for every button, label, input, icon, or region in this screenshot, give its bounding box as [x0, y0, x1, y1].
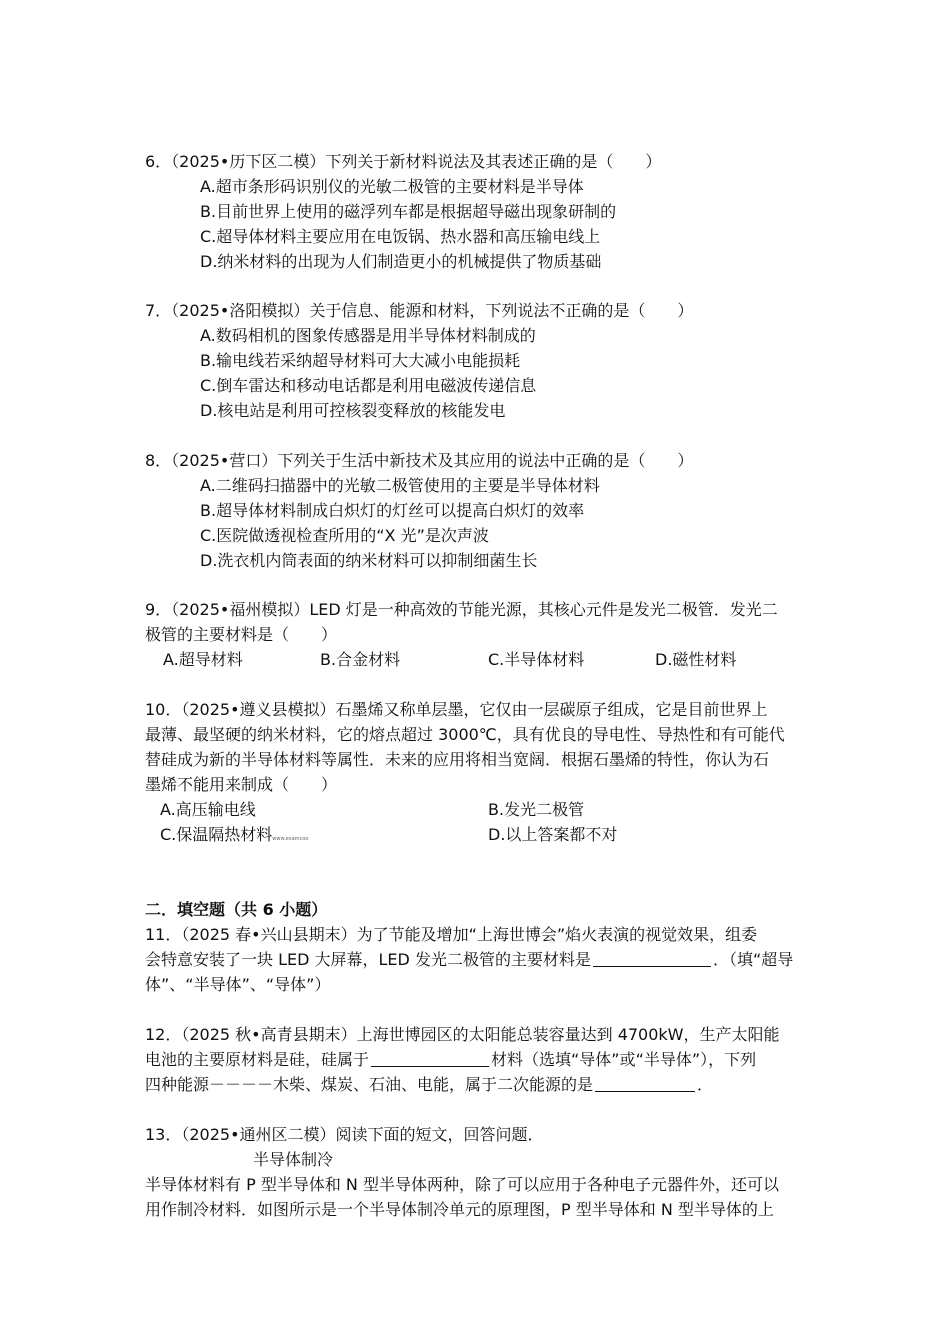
question-13-line-1: 13．（2025•通州区二模）阅读下面的短文，回答问题．	[145, 1125, 544, 1144]
question-11-line-2-end: ．（填“超导	[712, 950, 794, 969]
question-10-stem-line-3: 替硅成为新的半导体材料等属性．未来的应用将相当宽阔．根据石墨烯的特性，你认为石	[145, 750, 770, 769]
question-12-line-3-start: 四种能源－－－－木柴、煤炭、石油、电能，属于二次能源的是	[145, 1075, 594, 1094]
question-10-option-c	[160, 825, 308, 849]
question-12-line-2-end: 材料（选填“导体”或“半导体”），下列	[491, 1050, 757, 1069]
question-10-option-b: B.发光二极管	[488, 800, 585, 819]
section-2-heading: 二．填空题（共 6 小题）	[145, 900, 328, 919]
question-6-option-d: D.纳米材料的出现为人们制造更小的机械提供了物质基础	[200, 252, 602, 271]
question-10-option-a: A.高压输电线	[160, 800, 256, 819]
question-9-option-a: A.超导材料	[163, 650, 243, 669]
question-9-stem-line-1: 9．（2025•福州模拟）LED 灯是一种高效的节能光源，其核心元件是发光二极管．发光二	[145, 600, 778, 619]
question-8-option-d: D.洗衣机内筒表面的纳米材料可以抑制细菌生长	[200, 551, 538, 570]
watermark-text: www.examcoo	[272, 836, 309, 842]
question-10-stem-line-4: 墨烯不能用来制成（ ）	[145, 775, 338, 794]
question-11-line-3: 体”、“半导体”、“导体”）	[145, 975, 331, 994]
question-6-option-c: C.超导体材料主要应用在电饭锅、热水器和高压输电线上	[200, 227, 601, 246]
question-8-option-b: B.超导体材料制成白炽灯的灯丝可以提高白炽灯的效率	[200, 501, 585, 520]
question-7-option-b: B.输电线若采纳超导材料可大大减小电能损耗	[200, 351, 521, 370]
passage-title: 半导体制冷	[253, 1150, 334, 1169]
question-12-line-1: 12．（2025 秋•高青县期末）上海世博园区的太阳能总装容量达到 4700kW，生产太阳能	[145, 1025, 780, 1044]
answer-blank[interactable]	[593, 950, 711, 967]
question-10-option-d: D.以上答案都不对	[488, 825, 618, 844]
answer-blank[interactable]	[595, 1075, 695, 1092]
passage-line-2: 用作制冷材料．如图所示是一个半导体制冷单元的原理图，P 型半导体和 N 型半导体的上	[145, 1200, 774, 1219]
question-11-line-2-start: 会特意安装了一块 LED 大屏幕，LED 发光二极管的主要材料是	[145, 950, 591, 969]
question-7-option-d: D.核电站是利用可控核裂变释放的核能发电	[200, 401, 506, 420]
question-7-stem: 7．（2025•洛阳模拟）关于信息、能源和材料，下列说法不正确的是（ ）	[145, 301, 694, 320]
question-10-option-c-text: C.保温隔热材料	[160, 825, 273, 844]
question-12-line-2	[145, 1050, 756, 1070]
question-8-option-c: C.医院做透视检查所用的“X 光”是次声波	[200, 526, 489, 545]
question-9-stem-line-2: 极管的主要材料是（ ）	[145, 625, 338, 644]
question-12-line-3	[145, 1075, 713, 1095]
question-9-option-d: D.磁性材料	[655, 650, 737, 669]
question-6-option-b: B.目前世界上使用的磁浮列车都是根据超导磁出现象研制的	[200, 202, 617, 221]
question-8-stem: 8．（2025•营口）下列关于生活中新技术及其应用的说法中正确的是（ ）	[145, 451, 694, 470]
question-10-stem-line-1: 10．（2025•遵义县模拟）石墨烯又称单层墨，它仅由一层碳原子组成，它是目前世界上	[145, 700, 768, 719]
answer-blank[interactable]	[371, 1050, 489, 1067]
question-11-line-2	[145, 950, 793, 970]
question-12-line-3-end: ．	[697, 1075, 714, 1094]
question-6-stem: 6．（2025•历下区二模）下列关于新材料说法及其表述正确的是（ ）	[145, 152, 662, 171]
question-10-stem-line-2: 最薄、最坚硬的纳米材料，它的熔点超过 3000℃，具有优良的导电性、导热性和有可能代	[145, 725, 785, 744]
question-6-option-a: A.超市条形码识别仪的光敏二极管的主要材料是半导体	[200, 177, 584, 196]
question-11-line-1: 11．（2025 春•兴山县期末）为了节能及增加“上海世博会”焰火表演的视觉效果，组委	[145, 925, 758, 944]
question-8-option-a: A.二维码扫描器中的光敏二极管使用的主要是半导体材料	[200, 476, 600, 495]
question-7-option-a: A.数码相机的图象传感器是用半导体材料制成的	[200, 326, 536, 345]
question-9-option-c: C.半导体材料	[488, 650, 585, 669]
question-12-line-2-start: 电池的主要原材料是硅，硅属于	[145, 1050, 370, 1069]
question-7-option-c: C.倒车雷达和移动电话都是利用电磁波传递信息	[200, 376, 537, 395]
question-9-option-b: B.合金材料	[320, 650, 401, 669]
passage-line-1: 半导体材料有 P 型半导体和 N 型半导体两种，除了可以应用于各种电子元器件外，还可以	[145, 1175, 779, 1194]
